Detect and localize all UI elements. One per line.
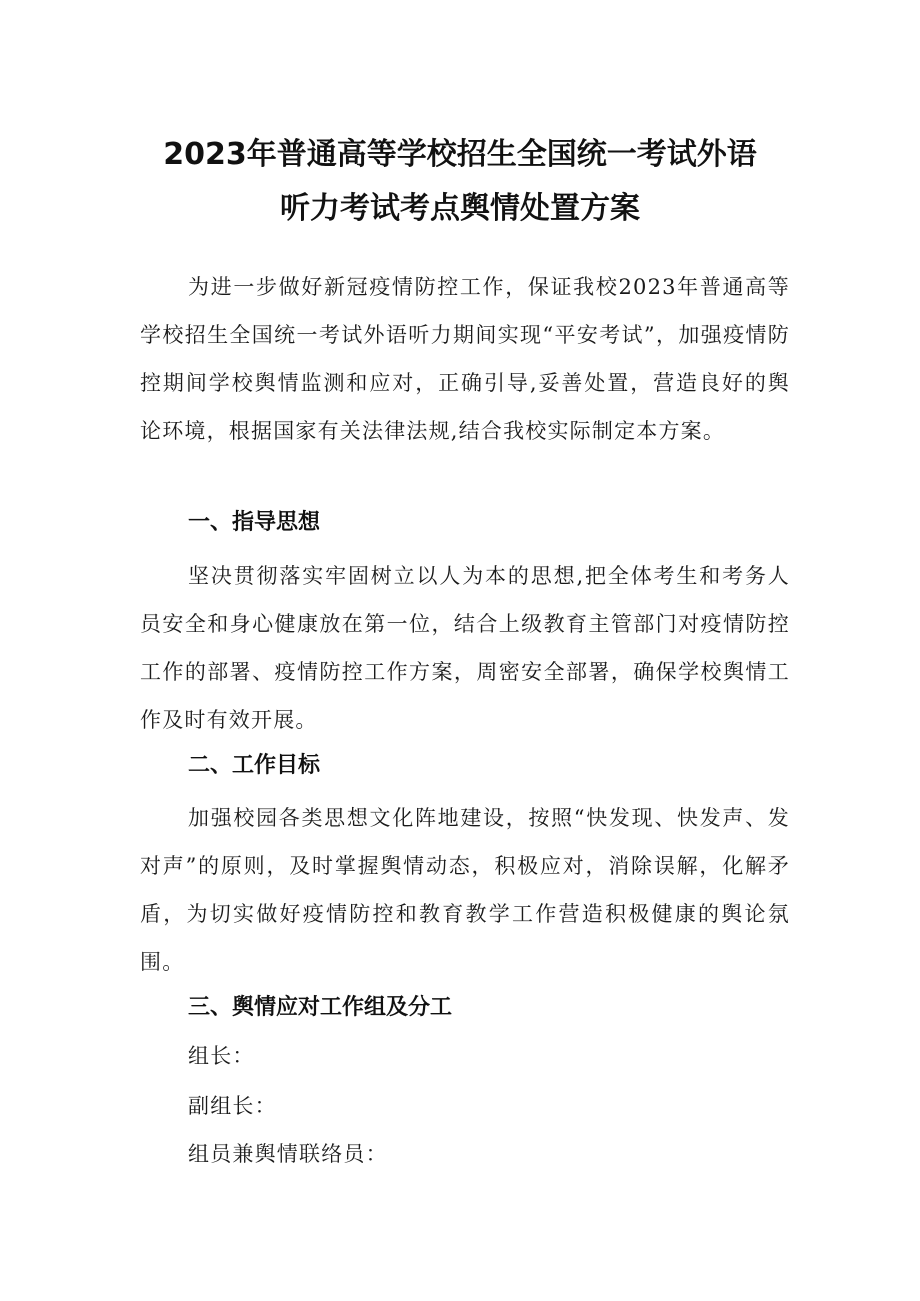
section-heading-response-team: 三、舆情应对工作组及分工 <box>188 995 453 1020</box>
section-heading-work-goals: 二、工作目标 <box>188 753 321 778</box>
intro-paragraph: 为进一步做好新冠疫情防控工作，保证我校2023年普通高等学校招生全国统一考试外语听力期间实现“平安考试”，加强疫情防控期间学校舆情监测和应对，正确引导,妥善处置，营造良好的舆论环境，根据国家有关法律法规,结合我校实际制定本方案。 <box>140 275 790 443</box>
guiding-ideology-paragraph: 坚决贯彻落实牢固树立以人为本的思想,把全体考生和考务人员安全和身心健康放在第一位，结合上级教育主管部门对疫情防控工作的部署、疫情防控工作方案，周密安全部署，确保学校舆情工作及时有效开展。 <box>140 564 790 732</box>
deputy-leader-line: 副组长： <box>188 1094 277 1118</box>
team-member-liaison-line: 组员兼舆情联络员： <box>188 1142 388 1166</box>
document-title-line-1: 2023年普通高等学校招生全国统一考试外语 <box>163 137 757 172</box>
team-leader-line: 组长： <box>188 1044 255 1068</box>
section-heading-guiding-ideology: 一、指导思想 <box>188 510 321 535</box>
work-goals-paragraph: 加强校园各类思想文化阵地建设，按照“快发现、快发声、发对声”的原则，及时掌握舆情动态，积极应对，消除误解，化解矛盾，为切实做好疫情防控和教育教学工作营造积极健康的舆论氛围。 <box>140 806 790 974</box>
document-title-line-2: 听力考试考点舆情处置方案 <box>280 191 640 226</box>
